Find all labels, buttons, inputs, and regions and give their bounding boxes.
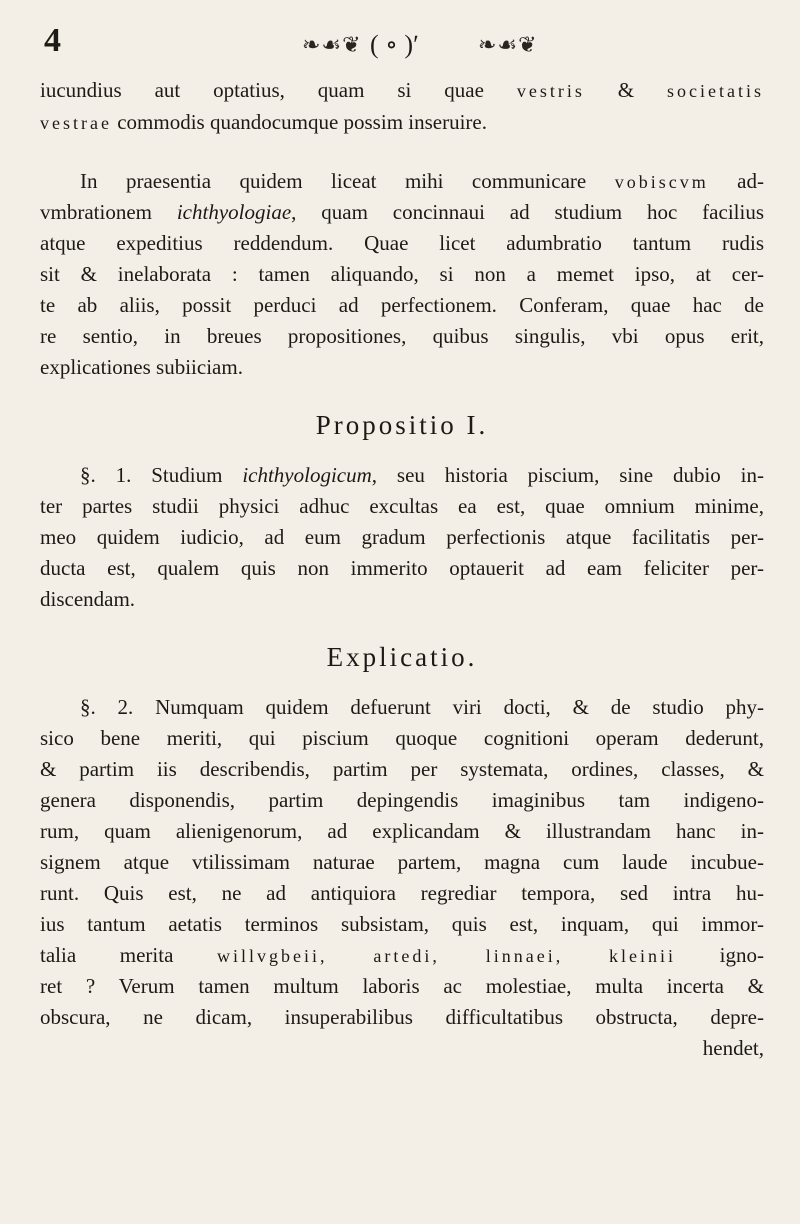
- text-line: sico bene meriti, qui piscium quoque cognitioni operam dederunt,: [40, 726, 764, 750]
- signature-marker: ( ∘ )ʹ: [370, 30, 419, 59]
- text-line: explicationes subiiciam.: [40, 355, 243, 379]
- text-line: atque expeditius reddendum. Quae licet adumbratio tantum rudis: [40, 231, 764, 255]
- ornament-right-icon: ❧☙❦: [478, 32, 538, 57]
- small-caps: vestrae: [40, 113, 112, 133]
- section-heading: Explicatio.: [326, 642, 478, 672]
- text-line: ius tantum aetatis terminos subsistam, quis est, inquam, qui immor-: [40, 912, 764, 936]
- text-line: vestrae commodis quandocumque possim inseruire.: [40, 110, 487, 134]
- text-line: signem atque vtilissimam naturae partem, magna cum laude incubue-: [40, 850, 764, 874]
- text-line: In praesentia quidem liceat mihi communicare vobiscvm ad-: [80, 169, 764, 193]
- text-line: ret ? Verum tamen multum laboris ac molestiae, multa incerta &: [40, 974, 764, 998]
- text-line: vmbrationem ichthyologiae, quam concinnaui ad studium hoc facilius: [40, 200, 764, 224]
- text-line: & partim iis describendis, partim per systemata, ordines, classes, &: [40, 757, 764, 781]
- text-line: §. 2. Numquam quidem defuerunt viri docti, & de studio phy-: [80, 695, 764, 719]
- page-header: [0, 18, 800, 68]
- text-line: obscura, ne dicam, insuperabilibus difficultatibus obstructa, depre-: [40, 1005, 764, 1029]
- text-line: talia merita willvgbeii, artedi, linnaei, kleinii igno-: [40, 943, 764, 967]
- small-caps: societatis: [667, 81, 764, 101]
- text-line: ducta est, qualem quis non immerito optauerit ad eam feliciter per-: [40, 556, 764, 580]
- text-line: sit & inelaborata : tamen aliquando, si non a memet ipso, at cer-: [40, 262, 764, 286]
- text-line: §. 1. Studium ichthyologicum, seu historia piscium, sine dubio in-: [80, 463, 764, 487]
- text-line: re sentio, in breues propositiones, quibus singulis, vbi opus erit,: [40, 324, 764, 348]
- small-caps: vobiscvm: [614, 172, 709, 192]
- section-heading: Propositio I.: [315, 410, 489, 440]
- text-line: te ab aliis, possit perduci ad perfectionem. Conferam, quae hac de: [40, 293, 764, 317]
- text-line: runt. Quis est, ne ad antiquiora regrediar tempora, sed intra hu-: [40, 881, 764, 905]
- catchword: hendet,: [702, 1036, 764, 1060]
- small-caps: willvgbeii, artedi, linnaei, kleinii: [217, 946, 677, 966]
- page-number: 4: [44, 22, 61, 59]
- text-line: ter partes studii physici adhuc excultas ea est, quae omnium minime,: [40, 494, 764, 518]
- ornament-left-icon: ❧☙❦: [302, 32, 362, 57]
- text-line: genera disponendis, partim depingendis imaginibus tam indigeno-: [40, 788, 764, 812]
- italic-term: ichthyologiae: [176, 200, 292, 224]
- text-line: rum, quam alienigenorum, ad explicandam & illustrandam hanc in-: [40, 819, 764, 843]
- small-caps: vestris: [516, 81, 585, 101]
- text-line: discendam.: [40, 587, 136, 611]
- italic-term: ichthyologicum: [242, 463, 372, 487]
- text-line: meo quidem iudicio, ad eum gradum perfectionis atque facilitatis per-: [40, 525, 764, 549]
- text-line: iucundius aut optatius, quam si quae vestris & societatis: [40, 78, 764, 102]
